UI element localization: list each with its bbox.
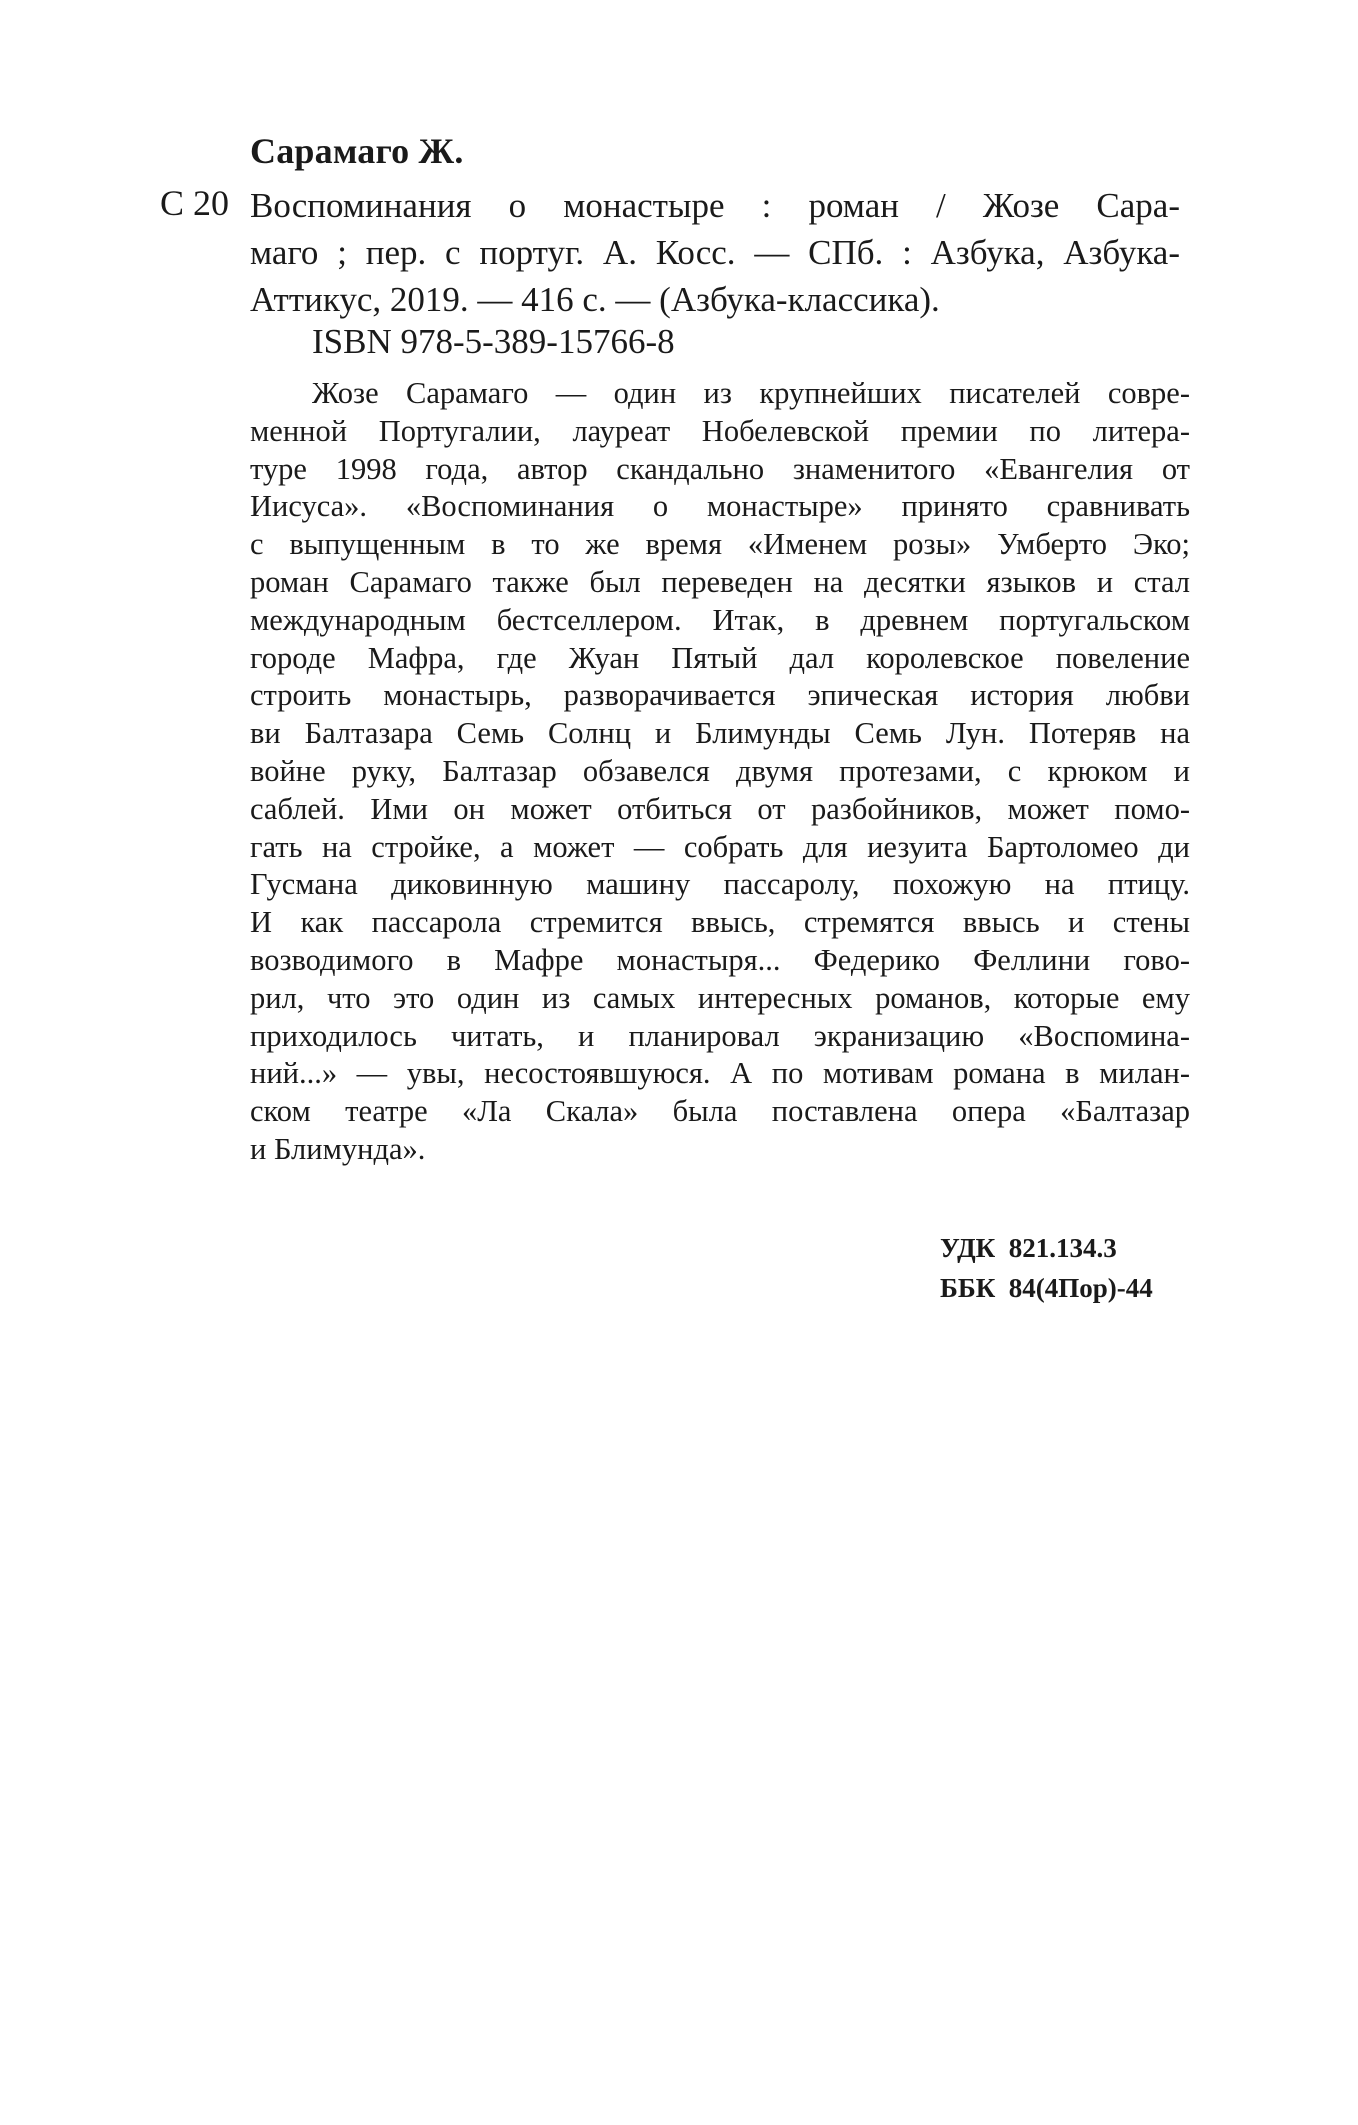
annotation (250, 375, 1190, 1169)
annotation-line: приходилось читать, и планировал экранизацию «Воспомина- (250, 1018, 1190, 1053)
author-sign-code: С 20 (160, 183, 230, 223)
bbk-index: ББК 84(4Пор)-44 (940, 1273, 1153, 1303)
biblio-line: маго ; пер. с португ. А. Косс. — СПб. : Азбука, Азбука- (250, 233, 1180, 272)
annotation-line: городе Мафра, где Жуан Пятый дал королевское повеление (250, 640, 1190, 675)
annotation-line: и Блимунда». (250, 1131, 426, 1166)
annotation-line: Иисуса». «Воспоминания о монастыре» принято сравнивать (250, 489, 1190, 524)
annotation-line: менной Португалии, лауреат Нобелевской премии по литера- (250, 413, 1190, 448)
annotation-line: строить монастырь, разворачивается эпическая история любви (250, 678, 1190, 713)
annotation-line: Жозе Сарамаго — один из крупнейших писателей совре- (312, 376, 1190, 410)
annotation-line: И как пассарола стремится ввысь, стремятся ввысь и стены (250, 905, 1190, 940)
classification-indices (940, 1228, 1153, 1308)
annotation-line: роман Сарамаго также был переведен на десятки языков и стал (250, 564, 1190, 599)
annotation-line: саблей. Ими он может отбиться от разбойников, может помо- (250, 791, 1190, 826)
biblio-line: Аттикус, 2019. — 416 с. — (Азбука-классика). (250, 280, 940, 319)
annotation-line: гать на стройке, а может — собрать для иезуита Бартоломео ди (250, 829, 1190, 864)
bibliographic-description (250, 182, 1180, 323)
annotation-line: туре 1998 года, автор скандально знаменитого «Евангелия от (250, 451, 1190, 486)
author-heading: Сарамаго Ж. (250, 131, 464, 171)
annotation-line: ском театре «Ла Скала» была поставлена опера «Балтазар (250, 1094, 1190, 1129)
annotation-line: возводимого в Мафре монастыря... Федерико Феллини гово- (250, 942, 1190, 977)
udk-index: УДК 821.134.3 (940, 1233, 1117, 1263)
annotation-line: рил, что это один из самых интересных романов, которые ему (250, 980, 1190, 1015)
isbn: ISBN 978-5-389-15766-8 (312, 322, 675, 361)
annotation-line: с выпущенным в то же время «Именем розы» Умберто Эко; (250, 527, 1190, 562)
annotation-line: ний...» — увы, несостоявшуюся. А по мотивам романа в милан- (250, 1056, 1190, 1091)
annotation-line: ви Балтазара Семь Солнц и Блимунды Семь Лун. Потеряв на (250, 716, 1190, 751)
biblio-line: Воспоминания о монастыре : роман / Жозе Сара- (250, 186, 1180, 225)
annotation-line: войне руку, Балтазар обзавелся двумя протезами, с крюком и (250, 753, 1190, 788)
annotation-line: международным бестселлером. Итак, в древнем португальском (250, 602, 1190, 637)
annotation-line: Гусмана диковинную машину пассаролу, похожую на птицу. (250, 867, 1190, 902)
